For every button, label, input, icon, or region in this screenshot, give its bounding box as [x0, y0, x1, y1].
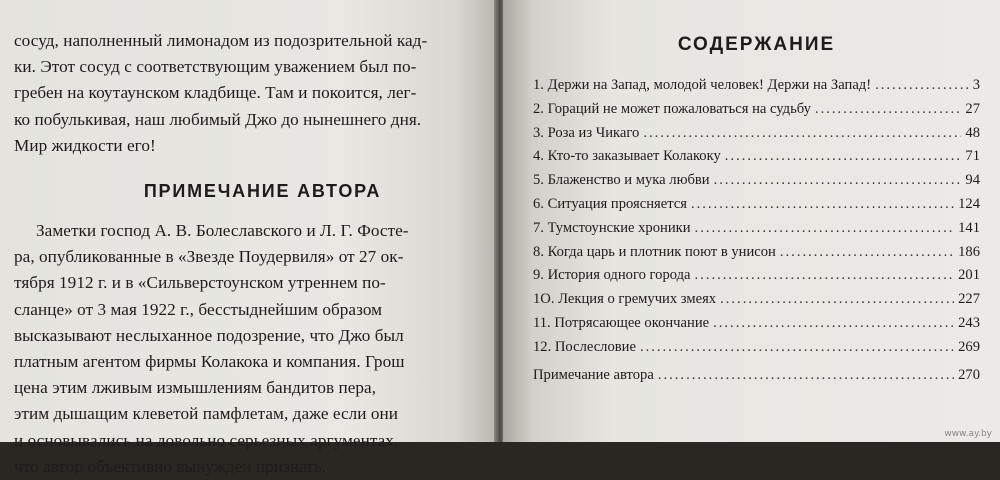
toc-entry	[533, 98, 980, 122]
toc-entry	[533, 264, 980, 288]
dot-leader	[725, 145, 962, 169]
text-line: ко побулькивая, наш любимый Джо до нынешнего дня.	[14, 109, 422, 129]
toc-entry-title: 8. Когда царь и плотник поют в унисон	[533, 243, 776, 260]
dot-leader	[658, 364, 954, 388]
dot-leader	[815, 98, 961, 122]
toc-entry-title: 3. Роза из Чикаго	[533, 124, 640, 141]
toc-entry-title: 7. Тумстоунские хроники	[533, 219, 691, 236]
toc-entry-page: 3	[972, 77, 980, 93]
text-line: гребен на коутаунском кладбище. Там и покоится, лег-	[14, 83, 417, 103]
text-line: платным агентом фирмы Колакока и компания. Грош	[14, 352, 405, 372]
paragraph-continuation	[14, 28, 471, 159]
toc-entry-page: 141	[958, 219, 980, 236]
toc-entry-title: 6. Ситуация проясняется	[533, 195, 687, 212]
dot-leader	[695, 264, 955, 288]
toc-entry	[533, 122, 980, 146]
table-of-contents	[533, 74, 980, 387]
text-line: тября 1912 г. и в «Сильверстоунском утреннем по-	[14, 273, 386, 293]
toc-entry	[533, 241, 980, 265]
toc-entry-page: 270	[958, 366, 980, 383]
toc-entry-title: 2. Гораций не может пожаловаться на судьбу	[533, 100, 811, 117]
dot-leader	[695, 217, 955, 241]
toc-entry-page: 71	[965, 148, 980, 165]
text-line: и основывались на довольно серьезных аргументах,	[14, 430, 399, 450]
text-line: высказывают неслыханное подозрение, что Джо был	[14, 325, 404, 345]
toc-entry-title: 4. Кто-то заказывает Колакоку	[533, 148, 721, 165]
toc-entry-page: 94	[965, 172, 980, 189]
toc-entry	[533, 288, 980, 312]
toc-entry	[533, 336, 980, 360]
toc-heading: СОДЕРЖАНИЕ	[677, 34, 836, 55]
toc-entry-title: 11. Потрясающее окончание	[533, 314, 710, 331]
toc-entry	[533, 217, 980, 241]
toc-entry-page: 201	[958, 267, 980, 284]
right-page	[503, 0, 1000, 442]
toc-entry	[533, 145, 980, 169]
text-line: Заметки господ А. В. Болеславского и Л. Г. Фосте-	[36, 221, 409, 241]
text-line: сланце» от 3 мая 1922 г., бесстыднейшим образом	[14, 299, 383, 319]
text-line: что автор объективно вынужден признать.	[14, 456, 327, 476]
toc-entry	[533, 74, 980, 98]
dot-leader	[713, 312, 954, 336]
dot-leader	[720, 288, 954, 312]
toc-entry-page: 186	[958, 243, 980, 260]
toc-entry-page: 124	[958, 195, 980, 212]
toc-entry-page: 269	[958, 338, 980, 355]
watermark-text: www.ay.by	[944, 429, 992, 439]
toc-entry-title: 1О. Лекция о гремучих змеях	[533, 291, 717, 308]
section-heading: ПРИМЕЧАНИЕ АВТОРА	[143, 181, 382, 202]
toc-entry-page: 27	[965, 100, 980, 117]
toc-entry-page: 227	[958, 291, 980, 308]
toc-entry	[533, 169, 980, 193]
toc-entry-page: 48	[965, 124, 980, 141]
toc-entry	[533, 364, 980, 388]
toc-entry-title: 1. Держи на Запад, молодой человек! Держи на Запад!	[533, 77, 872, 93]
toc-entry	[533, 193, 980, 217]
toc-entry-title: 5. Блаженство и мука любви	[533, 172, 710, 189]
author-note-paragraph	[14, 218, 471, 480]
dot-leader	[691, 193, 954, 217]
dot-leader	[640, 336, 954, 360]
text-line: цена этим лживым измышлениям бандитов пера,	[14, 378, 377, 398]
toc-entry-title: Примечание автора	[533, 366, 654, 383]
toc-entry-page: 243	[958, 314, 980, 331]
text-line: ра, опубликованные в «Звезде Поудервиля» от 27 ок-	[14, 247, 404, 267]
dot-leader	[643, 122, 961, 146]
toc-entry	[533, 312, 980, 336]
toc-entry-title: 12. Послесловие	[533, 338, 636, 355]
text-line: ки. Этот сосуд с соответствующим уважением был по-	[14, 57, 417, 77]
text-line: сосуд, наполненный лимонадом из подозрительной кад-	[14, 31, 428, 50]
left-page	[0, 0, 497, 476]
text-line: этим дышащим клеветой памфлетам, даже если они	[14, 404, 399, 424]
toc-entry-title: 9. История одного города	[533, 267, 691, 284]
dot-leader	[780, 241, 954, 265]
dot-leader	[875, 74, 969, 98]
dot-leader	[714, 169, 962, 193]
text-line: Мир жидкости его!	[14, 135, 156, 155]
